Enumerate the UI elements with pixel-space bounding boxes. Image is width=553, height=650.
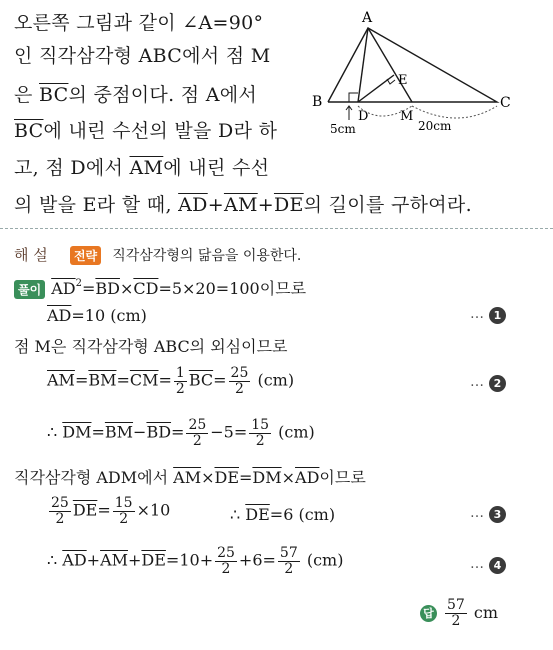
equation-ad-squared: $\overline{AD}^2=\overline{BD}\times\overline{CD}=5\times 20=100$이므로 — [51, 277, 307, 298]
segment-cd: $\overline{CD}$ — [133, 279, 159, 298]
solution-line-7a: $\frac{25}{2}$ $\overline{DE}=$ $\frac{15}{2}$ ×10 — [51, 495, 171, 527]
segment-ad: $\overline{AD}$ — [47, 306, 72, 325]
solution-heading: 해 설 — [14, 246, 48, 264]
segment-de: $\overline{DE}$ — [245, 505, 270, 524]
label-a: A — [362, 10, 373, 26]
segment-am: $\overline{AM}$ — [100, 550, 128, 570]
segment-dm: $\overline{DM}$ — [62, 422, 92, 442]
superscript: 2 — [75, 277, 82, 289]
marker-1: 1 — [489, 307, 506, 324]
problem-line-5: 고, 점 D에서 $\overline{AM}$에 내린 수선 — [14, 157, 270, 179]
pool-badge: 풀이 — [14, 280, 45, 299]
segment-ad: $\overline{AD}$ — [178, 194, 208, 216]
fraction: $\frac{1}{2}$ — [175, 365, 185, 397]
segment-bm: $\overline{BM}$ — [88, 370, 117, 390]
length-bd: 5cm — [330, 122, 356, 136]
fraction: $\frac{25}{2}$ — [230, 365, 249, 397]
problem-line-2: 인 직각삼각형 ABC에서 점 M — [14, 45, 271, 67]
fraction: $\frac{15}{2}$ — [251, 417, 270, 449]
segment-bc: $\overline{BC}$ — [39, 84, 69, 106]
solution-header — [14, 244, 301, 265]
segment-bc: $\overline{BC}$ — [188, 370, 214, 390]
segment-ad: $\overline{AD}$ — [62, 550, 87, 570]
label-m: M — [400, 109, 414, 124]
problem-line-3: 은 $\overline{BC}$의 중점이다. 점 A에서 — [14, 84, 258, 106]
segment-bd: $\overline{BD}$ — [146, 422, 172, 442]
label-d: D — [358, 109, 369, 124]
dots-3: … — [470, 505, 485, 521]
segment-am: $\overline{AM}$ — [129, 157, 164, 179]
solution-line-7b: ∴ $\overline{DE}=6$ (cm) — [230, 505, 336, 524]
perpendicular-de — [358, 75, 394, 102]
section-divider — [0, 228, 553, 229]
triangle-abc — [328, 28, 497, 102]
fraction: $\frac{57}{2}$ — [279, 545, 298, 577]
marker-4: 4 — [489, 557, 506, 574]
problem-line-1: 오른쪽 그림과 같이 ∠A=90° — [14, 12, 264, 34]
length-dc: 20cm — [418, 119, 452, 133]
label-c: C — [500, 95, 511, 111]
segment-dm: $\overline{DM}$ — [252, 468, 282, 487]
fraction: $\frac{15}{2}$ — [114, 495, 133, 527]
label-b: B — [312, 94, 323, 110]
segment-am: $\overline{AM}$ — [173, 468, 202, 487]
fraction: $\frac{25}{2}$ — [217, 545, 235, 577]
dots-1: … — [470, 306, 485, 322]
dots-2: … — [470, 374, 485, 390]
segment-de: $\overline{DE}$ — [214, 468, 239, 487]
fraction: $\frac{25}{2}$ — [51, 495, 69, 527]
answer-badge: 답 — [420, 605, 437, 622]
solution-line-2: $\overline{AD}=10$ (cm) — [47, 306, 147, 325]
strategy-badge: 전략 — [70, 246, 101, 265]
answer — [420, 598, 498, 628]
fraction: $\frac{25}{2}$ — [188, 417, 207, 449]
segment-bm: $\overline{BM}$ — [104, 422, 134, 442]
segment-am: $\overline{AM}$ — [47, 370, 75, 390]
dots-4: … — [470, 556, 485, 572]
segment-ad: $\overline{AD}$ — [51, 279, 76, 298]
marker-3: 3 — [489, 506, 506, 523]
solution-line-3: 점 M은 직각삼각형 ABC의 외심이므로 — [14, 337, 288, 356]
solution-line-4: $\overline{AM}=\overline{BM}=\overline{CM}=$ $\frac{1}{2}$ $\overline{BC}=$ $\frac{25}{2}$ (cm) — [47, 365, 295, 397]
answer-value: $\frac{57}{2}$ cm — [447, 597, 499, 629]
segment-de: $\overline{DE}$ — [72, 500, 98, 520]
label-e: E — [398, 73, 408, 88]
segment-cm: $\overline{CM}$ — [129, 370, 159, 390]
segment-de: $\overline{DE}$ — [141, 550, 166, 570]
median-am — [368, 28, 412, 102]
marker-2: 2 — [489, 375, 506, 392]
solution-line-8: ∴ $\overline{AD}+\overline{AM}+\overline{DE}=10+$ $\frac{25}{2}$ +6= $\frac{57}{2}$ (cm) — [47, 545, 344, 577]
problem-line-6: 의 발을 E라 할 때, $\overline{AD}+\overline{AM}+\overline{DE}$의 길이를 구하여라. — [14, 194, 472, 216]
segment-ad: $\overline{AD}$ — [295, 468, 320, 487]
segment-am: $\overline{AM}$ — [223, 194, 258, 216]
strategy-text: 직각삼각형의 닮음을 이용한다. — [112, 248, 302, 264]
solution-line-6: 직각삼각형 ADM에서 $\overline{AM}\times\overline{DE}=\overline{DM}\times\overline{AD}$이므로 — [14, 468, 366, 487]
segment-bd: $\overline{BD}$ — [95, 279, 120, 298]
fraction: $\frac{57}{2}$ — [447, 597, 465, 629]
segment-de: $\overline{DE}$ — [273, 194, 304, 216]
segment-bc: $\overline{BC}$ — [14, 120, 44, 142]
triangle-figure — [300, 6, 550, 136]
altitude-ad — [358, 28, 368, 102]
solution-line-5: ∴ $\overline{DM}=\overline{BM}-\overline{BD}=$ $\frac{25}{2}$ −5= $\frac{15}{2}$ (cm) — [47, 417, 315, 449]
solution-line-1 — [14, 276, 306, 299]
problem-line-4: $\overline{BC}$에 내린 수선의 발을 D라 하 — [14, 120, 278, 142]
